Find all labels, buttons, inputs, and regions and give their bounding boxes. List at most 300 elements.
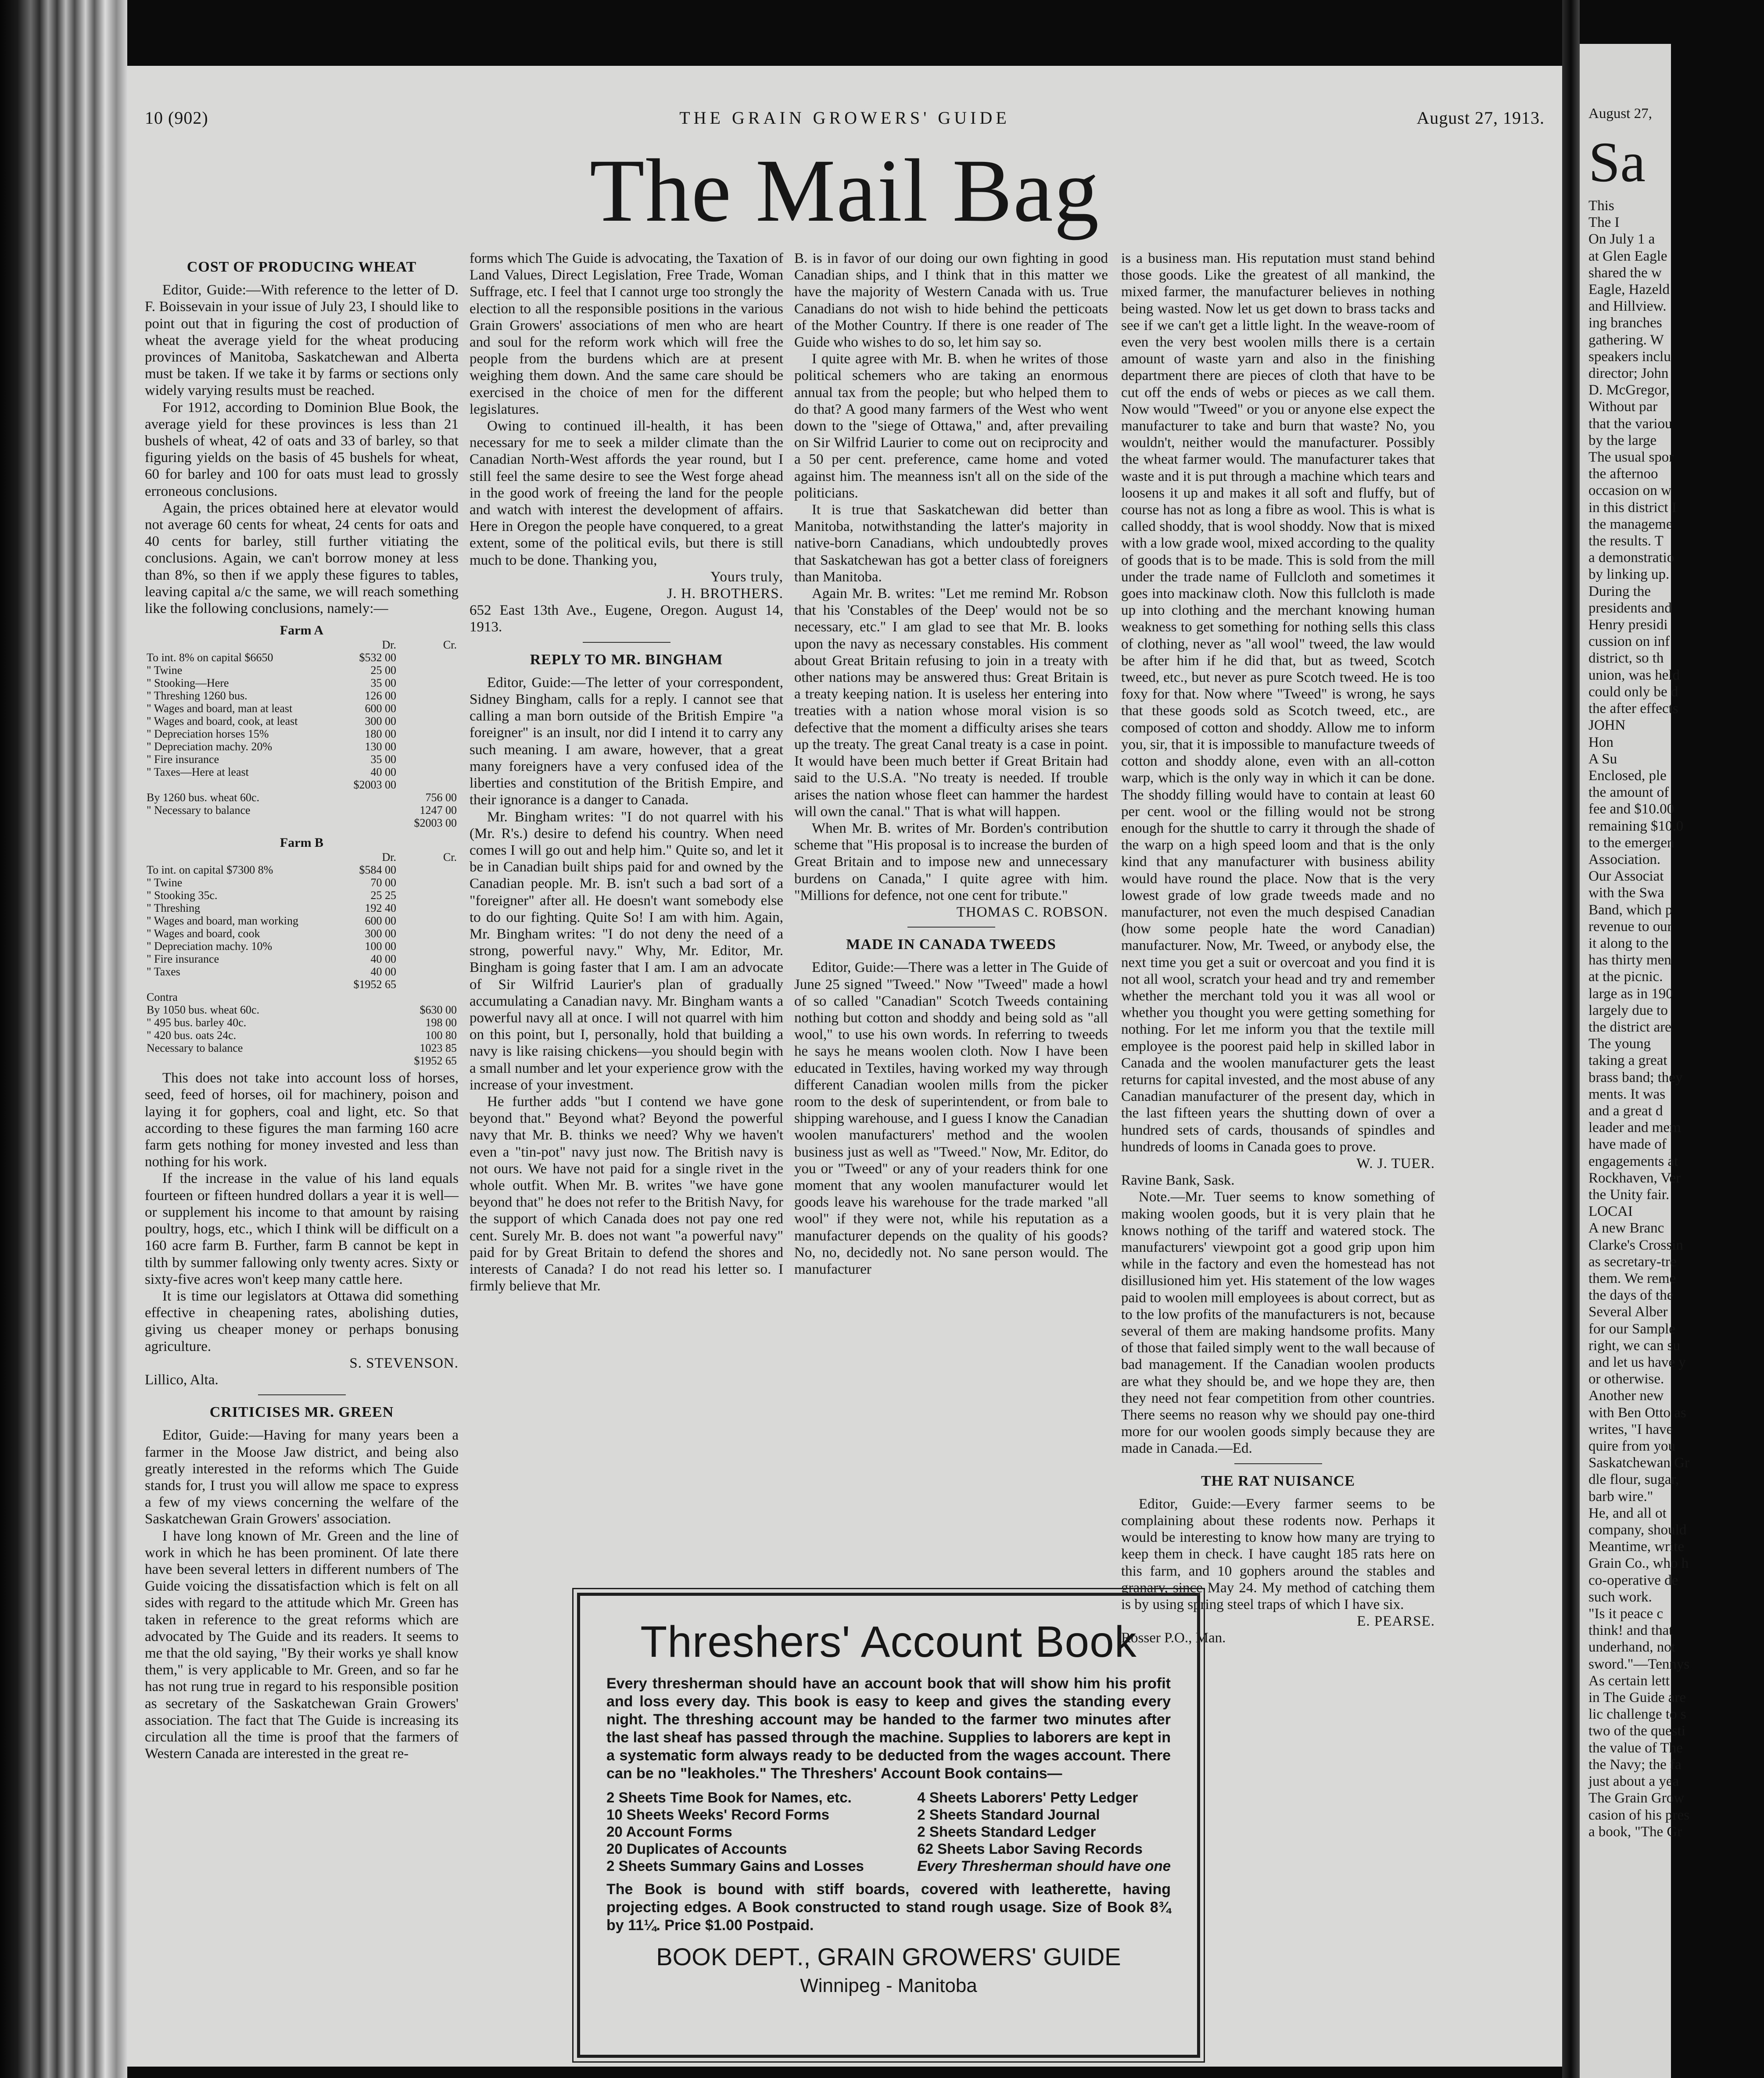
adjacent-page-line: the afternoo (1588, 466, 1658, 482)
farm_b-title-row (145, 832, 459, 851)
ledger-row (145, 927, 459, 940)
ledger-cell-dr: 130 00 (365, 740, 396, 753)
farm_b-column-headers (145, 851, 459, 863)
adjacent-page-line: Association. (1588, 851, 1661, 867)
ledger-cell-label: " Wages and board, cook (147, 927, 260, 940)
ledger-cell-label: " Twine (147, 664, 183, 677)
ledger-cell-cr (398, 664, 459, 677)
ledger-cell-dr: 100 00 (365, 940, 396, 953)
ad-body: Every thresherman should have an account book that will show him his profit and loss every day. This book is easy to keep and gives the standing every night. The threshing account may be handed to the farmer two minutes after the last sheaf has passed through the machine. Supplies to laborers are kept in a systematic form always ready to be deducted from the wages account. There can be no "leakholes." The Threshers' Account Book contains— (606, 1675, 1171, 1782)
adjacent-page-line: has thirty men (1588, 952, 1671, 968)
ledger-row (145, 715, 459, 727)
ledger-cell-dr: 40 00 (370, 965, 396, 978)
page-number: 10 (902) (145, 108, 208, 128)
adjacent-page-line: occasion on w (1588, 483, 1671, 499)
adjacent-page-line: at the picnic. (1588, 969, 1663, 985)
adjacent-page-line: During the (1588, 583, 1651, 599)
ledger-cell-cr (398, 978, 459, 991)
ledger-cell-cr (398, 927, 459, 940)
adjacent-page-line: and a great d (1588, 1103, 1663, 1119)
ledger-cell-label (145, 978, 337, 991)
ledger-row (145, 1016, 459, 1029)
adjacent-page-line: brass band; they (1588, 1069, 1683, 1086)
adjacent-page-line: and Hillview. (1588, 298, 1667, 315)
ad-title: Threshers' Account Book (640, 1617, 1137, 1666)
adjacent-page-line: the amount of (1588, 785, 1669, 801)
adjacent-page-line: ing branches (1588, 315, 1662, 331)
adjacent-page-line: director; John (1588, 365, 1669, 382)
adjacent-page-line: presidents and (1588, 600, 1672, 616)
ledger-row (145, 914, 459, 927)
ledger-cell-dr (337, 1054, 398, 1067)
adjacent-page-line: sword."—Tennys (1588, 1656, 1690, 1672)
adjacent-page-line: Hon (1588, 734, 1613, 750)
ledger-row (145, 664, 459, 677)
ledger-cell-dr: $2003 00 (353, 778, 396, 792)
paragraph: is a business man. His reputation must stand behind those goods. Like the greatest of all mankind, the mixed farmer, the manufacturer believes in nothing being wasted. Now let us get down to brass tacks and see if we can't get a little light. In the weave-room of even the very best woolen mills there is a certain amount of waste yarn and also in the finishing department there are pieces of cloth that have to be cut off the ends of webs or pieces as we call them. Now would "Tweed" or you or anyone else expect the manufacturer to take and burn that waste? No, you wouldn't, neither would the manufacturer. Possibly the wheat farmer would. The manufacturer takes that waste and it is put through a machine which tears and loosens it up and makes it all soft and fluffy, but of course has not as long a fibre as wool. This is what is called shoddy, that is wool shoddy. Now that is mixed with a low grade wool, mixed according to the quality of goods that is to be made. This is sold from the mill under the trade name of Fullcloth and sometimes it goes into mackinaw cloth. Now this fullcloth is made up into clothing and the merchant knowing human weakness to get something for nothing sells this class of clothing, never as "all wool" tweed, the law would be after him if he did that, but as tweed, Scotch tweed, etc., but never as pure Scotch tweed. He is too foxy for that. Now where "Tweed" is wrong, he says that these goods sold as Scotch tweed, etc., are composed of cotton and shoddy. Allow me to inform you, sir, that it is impossible to manufacture tweeds of cotton and shoddy alone, even with an all-cotton warp, which is the only way in which it can be done. The shoddy filling would have to contain at least 60 per cent. wool or the filling would not be strong enough for the shuttle to carry it through the shade of the warp on a high speed loom and that is the only kind that any manufacturer with business ability would have round the place. Now that is the very lowest grade of low grade tweeds made and no manufacturer, not even the much despised Canadian (how some people hate the word Canadian) manufacturer. Now, Mr. Tweed, or anybody else, the next time you get a suit or overcoat and you find it is not all wool, scratch your head and try and remember whether the merchant told you it was all wool or whether you thought you were getting something for nothing. For let me inform you that the textile mill employee is the poorest paid help in skilled labor in Canada and the woolen manufacturer gets the least returns for capital invested, and the most abuse of any Canadian manufacturer of the present day, which in the last fifteen years the shutting down of over a hundred sets of cards, thousands of spindles and hundreds of looms in Canada goes to prove. (1121, 251, 1435, 1155)
farm_a-title-row (145, 620, 459, 638)
ledger-cell-dr: 40 00 (370, 766, 396, 779)
paragraph: When Mr. B. writes of Mr. Borden's contribution scheme that "His proposal is to increase the burden of Great Britain and to impose new and unnecessary burdens on Canada," I quite agree with him. "Millions for defence, not one cent for tribute." (794, 820, 1108, 903)
ledger-cell-cr: 100 80 (425, 1029, 457, 1042)
adjacent-page-line: A new Branc (1588, 1220, 1664, 1236)
adjacent-page-line: and let us have y (1588, 1354, 1686, 1371)
ad-footer-dept: BOOK DEPT., GRAIN GROWERS' GUIDE (656, 1943, 1121, 1971)
adjacent-page-line: or otherwise. (1588, 1371, 1664, 1387)
ledger-row (145, 778, 459, 791)
place-lillico: Lillico, Alta. (145, 1372, 219, 1388)
ledger-cell-cr (398, 902, 459, 914)
adjacent-page-line: them. We reme (1588, 1271, 1676, 1286)
ledger-cell-cr: 198 00 (425, 1016, 457, 1029)
adjacent-page-line: underhand, not (1588, 1639, 1675, 1655)
adjacent-page-line: a demonstratio (1588, 550, 1674, 566)
ledger-cell-dr: 600 00 (365, 702, 396, 715)
editor-note: Note.—Mr. Tuer seems to know something of making woolen goods, but it is very plain that he knows nothing of the tariff and watered stock. The manufacturers' viewpoint got a good grip upon him while in the factory and even the homestead has not disillusioned him yet. His statement of the low wages paid to woolen mill employees is about correct, but as to the low profits of the manufacturers is not, because several of them are making handsome profits. Many of those that failed simply went to the wall because of bad management. If the Canadian woolen products are what they should be, and we hope they are, then they need not fear competition from other countries. There seems no reason why we should pay one-third more for our woolen goods simply because they are made in Canada.—Ed. (1121, 1189, 1435, 1457)
paragraph: Editor, Guide:—Every farmer seems to be complaining about these rodents now. Perhaps it would be interesting to know how many are trying to keep them in check. I have caught 185 rats here on this farm, and 10 gophers around the stables and granary, since May 24. My method of catching them is by using spring steel traps of which I have six. (1121, 1496, 1435, 1613)
ledger-cell-dr (337, 817, 398, 829)
ledger-cell-dr (337, 1016, 398, 1029)
ledger-cell-cr (398, 863, 459, 876)
article-heading-rat: THE RAT NUISANCE (1201, 1473, 1355, 1489)
ledger-row (145, 940, 459, 953)
adjacent-page-line: for our Sample (1588, 1321, 1675, 1337)
ledger-cell-dr: 35 00 (370, 753, 396, 766)
divider (583, 642, 670, 643)
adjacent-page-line: the results. T (1588, 533, 1664, 549)
adjacent-page-line: at Glen Eagle (1588, 248, 1667, 264)
adjacent-page-line: The I (1588, 215, 1620, 231)
adjacent-page-line: lic challenge to s (1588, 1706, 1686, 1723)
ledger-row (145, 766, 459, 778)
ledger-cell-label (145, 817, 337, 829)
adjacent-page-line: Grain Co., who h (1588, 1555, 1689, 1572)
ledger-header-cell: Cr. (443, 638, 457, 652)
ad-contents-list (606, 1789, 1171, 1874)
adjacent-page-line: barb wire." (1588, 1488, 1653, 1505)
paragraph: Owing to continued ill-health, it has been necessary for me to seek a milder climate than the Canadian North-West affords the year round, but I still feel the same desire to see the West forge ahead in the good work of freeing the land for the people and watch with interest the development of affairs. Here in Oregon the people have conquered, to a great extent, some of the political evils, but there is still much to be done. Thanking you, (470, 418, 783, 568)
ledger-cell-cr (398, 778, 459, 791)
adjacent-page-line: Our Associat (1588, 868, 1664, 885)
ledger-cell-dr: 25 25 (370, 889, 396, 902)
ledger-cell-label: " Fire insurance (147, 953, 219, 966)
ledger-header-cell: Dr. (382, 851, 396, 864)
ledger-cell-label (145, 1054, 337, 1067)
ledger-cell-dr (337, 791, 398, 804)
ledger-row (145, 889, 459, 902)
ledger-row (145, 727, 459, 740)
ledger-cell-dr (337, 1029, 398, 1042)
paragraph: Editor, Guide:—The letter of your correspondent, Sidney Bingham, calls for a reply. I cannot see that calling a man born outside of the British Empire "a foreigner" is an insult, nor did I intend it to carry any such meaning. I am aware, however, that a great many foreigners have a very confused idea of the liberties and constitution of the British Empire, and their ignorance is a danger to Canada. (470, 674, 783, 808)
adjacent-page-line: such work. (1588, 1589, 1652, 1605)
adjacent-page-line: remaining $10.0 (1588, 818, 1684, 834)
ledger-cell-label: Necessary to balance (147, 1042, 243, 1055)
column-3 (794, 250, 1108, 1278)
ledger-row (145, 876, 459, 889)
ad-list-item: 20 Duplicates of Accounts (606, 1841, 787, 1857)
ad-list-right (917, 1789, 1171, 1874)
book-binding-edge (0, 0, 127, 2078)
ad-footer (606, 1942, 1171, 2000)
ledger-row (145, 953, 459, 965)
ledger-header-cell: Cr. (443, 851, 457, 864)
adjacent-page-line: writes, "I have (1588, 1421, 1673, 1437)
ledger-cell-cr (398, 753, 459, 766)
adjacent-page-line: large as in 190 (1588, 985, 1673, 1002)
adjacent-page-line: Clarke's Crossin (1588, 1237, 1683, 1253)
address-brothers: 652 East 13th Ave., Eugene, Oregon. August 14, 1913. (470, 602, 783, 635)
ledger-cell-cr (398, 876, 459, 889)
paragraph: Editor, Guide:—There was a letter in The Guide of June 25 signed "Tweed." Now "Tweed" made a howl of so called "Canadian" Scotch Tweeds containing nothing but cotton and shoddy and being sold as "all wool," to use his own words. In referring to tweeds he says he means woolen cloth. Now I have been educated in Textiles, having worked my way through different Canadian woolen mills from the picker room to the desk of superintendent, or from bale to shipping warehouse, and I guess I know the Canadian woolen manufacturers' method and the woolen business just as well as "Tweed." Now, Mr. Editor, do you or "Tweed" or any of your readers think for one moment that any woolen manufacturer would let goods leave his warehouse for the trade marked "all wool" if they were not, while his reputation as a manufacturer depends on the quality of his goods? No, no, decidedly not. No sane person would. The manufacturer (794, 960, 1108, 1277)
paragraph: If the increase in the value of his land equals fourteen or fifteen hundred dollars a year it is well—or supplement his income to that amount by raising poultry, hogs, etc., which I think will be difficult on a 160 acre farm B. Further, farm B cannot be kept in tilth by summer fallowing only twenty acres. Sixty or sixty-five acres won't keep many cattle here. (145, 1171, 459, 1287)
signature-robson: THOMAS C. ROBSON. (956, 904, 1108, 920)
adjacent-page-line: just about a yea (1588, 1773, 1679, 1790)
ledger-row (145, 863, 459, 876)
adjacent-page-line: that the variou (1588, 416, 1672, 432)
signature-stevenson: S. STEVENSON. (349, 1355, 459, 1371)
paragraph: It is true that Saskatchewan did better than Manitoba, notwithstanding the latter's majority in native-born Canadians, which undoubtedly proves that Saskatchewan has got a better class of foreigners than Manitoba. (794, 502, 1108, 585)
paragraph: It is time our legislators at Ottawa did something effective in cheapening rates, abolishing duties, giving us cheaper money or perhaps bonusing agriculture. (145, 1288, 459, 1354)
ledger-row (145, 1054, 459, 1067)
journal-title: THE GRAIN GROWERS' GUIDE (679, 108, 1010, 128)
ledger-row (145, 902, 459, 914)
adjacent-page-date: August 27, (1588, 106, 1652, 122)
adjacent-page-line: co-operative de (1588, 1572, 1678, 1588)
ledger-cell-cr (398, 689, 459, 702)
adjacent-page-line: company, should (1588, 1522, 1687, 1538)
ledger-row (145, 991, 459, 1003)
adjacent-page-line: leader and mem (1588, 1120, 1681, 1136)
ledger-row (145, 740, 459, 753)
adjacent-page-line: by linking up. (1588, 566, 1670, 583)
ledger-cell-label: " Taxes—Here at least (147, 766, 249, 779)
paragraph: Mr. Bingham writes: "I do not quarrel with his (Mr. R's.) desire to defend his country. When need comes I will go out and help him." Quite so, and let it be in Canadian built ships paid for and owned by the Canadian people. Mr. B. isn't such a bad sort of a "foreigner" after all. He doesn't want somebody else to do our fighting. Quite So! I am with him. Again, Mr. Bingham writes: "I do not deny the need of a strong, powerful navy." Why, Mr. Editor, Mr. Bingham is going faster that I am. I am an advocate of Sir Wilfrid Laurier's plan of gradually accumulating a Canadian navy. Mr. Bingham wants a powerful navy all at once. I will not quarrel with him on this point, but I, personally, hold that building a navy is like raising chickens—you should begin with a small number and let your experience grow with the increase of your investment. (470, 809, 783, 1093)
divider (258, 1394, 346, 1395)
ledger-row (145, 1003, 459, 1016)
ledger-cell-cr (398, 889, 459, 902)
adjacent-page-line: As certain lett (1588, 1673, 1670, 1689)
adjacent-page-line: quire from you (1588, 1438, 1675, 1455)
ledger-cell-dr: 35 00 (370, 677, 396, 690)
adjacent-page-line: dle flour, sugar, (1588, 1472, 1679, 1488)
article-heading-green: CRITICISES MR. GREEN (209, 1404, 394, 1421)
column-2 (470, 250, 783, 1294)
ledger-row (145, 753, 459, 766)
ledger-row (145, 702, 459, 715)
adjacent-page-line: Eagle, Hazeld (1588, 282, 1670, 298)
ad-footer-city: Winnipeg - Manitoba (800, 1975, 977, 1996)
adjacent-page-line: the after effects (1588, 701, 1678, 717)
ledger-header-cell (145, 851, 337, 863)
adjacent-page-line: have made of (1588, 1136, 1667, 1153)
ledger-row (145, 804, 459, 817)
ledger-cell-cr (398, 702, 459, 715)
adjacent-page-line: a book, "The Gr (1588, 1824, 1682, 1840)
adjacent-page-text (1588, 127, 1764, 1840)
ledger-cell-label: " Fire insurance (147, 753, 219, 766)
ledger-row (145, 677, 459, 689)
adjacent-page-line: it along to the (1588, 935, 1669, 951)
adjacent-page-line: with Ben Otto as (1588, 1404, 1686, 1421)
farm_b-title: Farm B (280, 835, 324, 850)
ledger-cell-cr: 756 00 (425, 791, 457, 804)
article-heading-cost: COST OF PRODUCING WHEAT (186, 259, 417, 275)
divider (1234, 1463, 1322, 1464)
ad-list-item: 2 Sheets Standard Journal (917, 1806, 1100, 1823)
ledger-cell-label: By 1050 bus. wheat 60c. (147, 1003, 260, 1017)
adjacent-page-line: think! and that (1588, 1623, 1673, 1639)
ledger-cell-label: " Depreciation machy. 10% (147, 940, 272, 953)
adjacent-page-line: Henry presidi (1588, 617, 1668, 633)
ad-list-item: 2 Sheets Summary Gains and Losses (606, 1858, 864, 1874)
adjacent-page-line: The young (1588, 1036, 1651, 1052)
adjacent-page-line: Rockhaven, Ver (1588, 1170, 1681, 1186)
ledger-cell-cr: 1023 85 (419, 1042, 457, 1055)
adjacent-page-line: the Unity fair. (1588, 1186, 1670, 1203)
ledger-cell-label: To int. 8% on capital $6650 (147, 651, 273, 664)
adjacent-page-line: This (1588, 198, 1614, 214)
farm_a-column-headers (145, 638, 459, 651)
page-gutter (1562, 0, 1580, 2078)
ledger-cell-cr: $630 00 (419, 1003, 457, 1017)
adjacent-page-line: the manageme (1588, 516, 1673, 532)
adjacent-page-line: two of the questi (1588, 1723, 1685, 1739)
adjacent-page-line: the value of The (1588, 1740, 1683, 1756)
place-rosser: Rosser P.O., Man. (1121, 1630, 1226, 1646)
ledger-header-cell (145, 638, 337, 651)
ad-list-item: 62 Sheets Labor Saving Records (917, 1841, 1143, 1857)
adjacent-page-line: The usual spor (1588, 449, 1674, 466)
ledger-cell-cr (398, 953, 459, 965)
ledger-cell-label: " Twine (147, 876, 183, 889)
ledger-cell-label: " Wages and board, cook, at least (147, 715, 298, 728)
paragraph: He further adds "but I contend we have gone beyond that." Beyond what? Beyond the powerful navy that Mr. B. thinks we need? Why we haven't even a "tin-pot" navy just now. The British navy is not ours. We have not paid for a single rivet in the whole outfit. When Mr. B. writes "we have gone beyond that" he does not refer to the British Navy, for the support of which Canada does not pay one red cent. Surely Mr. B. does not want "a powerful navy" paid for by Great Britain to defend the shores and interests of Canada? I do not read his letter so. I firmly believe that Mr. (470, 1093, 783, 1294)
adjacent-page-line: the district are (1588, 1019, 1671, 1035)
adjacent-page-line: with the Swa (1588, 885, 1664, 901)
ledger-cell-label: " Wages and board, man at least (147, 702, 293, 715)
ledger-cell-dr: $1952 65 (353, 978, 396, 991)
adjacent-page-line: speakers inclu (1588, 348, 1671, 365)
ledger-row (145, 1029, 459, 1042)
ad-list-item: 2 Sheets Time Book for Names, etc. (606, 1789, 852, 1806)
signature-pearse: E. PEARSE. (1357, 1613, 1435, 1630)
ledger-cell-label: " Taxes (147, 965, 180, 978)
adjacent-page-line: union, was held (1588, 667, 1680, 683)
paragraph: B. is in favor of our doing our own fighting in good Canadian ships, and I think that in this matter we have the majority of Western Canada with us. True Canadians do not wish to hide behind the petticoats of the Mother Country. If there is one reader of The Guide who wishes to do so, let him say so. (794, 251, 1108, 351)
ledger-cell-label: " Wages and board, man working (147, 914, 298, 928)
ledger-cell-dr: 40 00 (370, 953, 396, 966)
adjacent-page-line: taking a great (1588, 1053, 1667, 1069)
adjacent-page-line: in this district I (1588, 499, 1677, 516)
ledger-cell-dr (337, 804, 398, 817)
adjacent-page-line: He, and all ot (1588, 1505, 1667, 1521)
column-4 (1121, 250, 1435, 1647)
adjacent-page-line: Band, which p (1588, 902, 1673, 918)
ad-list-item: 2 Sheets Standard Ledger (917, 1824, 1096, 1840)
ledger-cell-dr: 300 00 (365, 927, 396, 940)
ledger-cell-cr (398, 766, 459, 778)
ledger-header-cell: Dr. (382, 638, 396, 652)
adjacent-page-line: Another new (1588, 1388, 1664, 1404)
ledger-cell-cr (398, 740, 459, 753)
adjacent-page-line: to the emergen (1588, 835, 1674, 851)
adjacent-page-line: right, we can su (1588, 1337, 1680, 1354)
ledger-cell-cr: 1247 00 (419, 804, 457, 817)
ad-list-left (606, 1789, 864, 1874)
ledger-cell-cr (398, 651, 459, 664)
ledger-cell-dr (337, 991, 398, 1003)
ledger-row (145, 1042, 459, 1054)
farm-a-ledger (145, 620, 459, 829)
adjacent-page-line: cussion on inf (1588, 634, 1670, 650)
ledger-cell-dr (337, 1003, 398, 1016)
ledger-cell-label: " 420 bus. oats 24c. (147, 1029, 237, 1042)
adjacent-page (1580, 44, 1690, 2078)
adjacent-page-line: D. McGregor, (1588, 382, 1670, 398)
adjacent-page-line: in The Guide are (1588, 1690, 1686, 1706)
ledger-row (145, 817, 459, 829)
adjacent-page-line: Sa (1588, 131, 1646, 194)
ledger-cell-dr: 126 00 (365, 689, 396, 702)
ledger-cell-cr (398, 965, 459, 978)
ledger-cell-label: To int. on capital $7300 8% (147, 863, 273, 877)
paragraph: Editor, Guide:—With reference to the letter of D. F. Boissevain in your issue of July 23, I should like to point out that in figuring the cost of production of wheat the average yield for the wheat producing provinces of Manitoba, Saskatchewan and Alberta must be taken. If we take it by farms or sections only widely varying results must be reached. (145, 282, 459, 399)
adjacent-page-line: by the large (1588, 432, 1657, 448)
paragraph: Again Mr. B. writes: "Let me remind Mr. Robson that his 'Constables of the Deep' would not be so necessary, etc." I am glad to see that Mr. B. looks upon the navy as necessary constables. His comment about Great Britain refusing to join in a treaty with other nations may be answered thus: Great Britain is a treaty keeping nation. It is useless her entering into treaties with a nation whose moral vision is so defective that the moment a difficulty arises she tears up the treaty. The great Canal treaty is a case in point. It would have been much better if Great Britain had said to the U.S.A. "No treaty is needed. If trouble arises the nation whose fleet can hammer the hardest will own the canal." That is what will happen. (794, 586, 1108, 820)
ledger-cell-dr: $532 00 (359, 651, 396, 664)
ledger-row (145, 791, 459, 804)
ledger-cell-label: " Necessary to balance (147, 804, 251, 817)
adjacent-page-line: "Is it peace c (1588, 1606, 1664, 1622)
ledger-cell-cr (398, 677, 459, 689)
adjacent-page-line: the Navy; the fa (1588, 1756, 1682, 1773)
ledger-row (145, 651, 459, 664)
ad-list-item: 10 Sheets Weeks' Record Forms (606, 1806, 829, 1823)
divider (907, 927, 995, 928)
adjacent-page-line: casion of his pres (1588, 1807, 1690, 1823)
adjacent-page-line: as secretary-tre (1588, 1254, 1677, 1270)
adjacent-page-line: Several Alber (1588, 1304, 1668, 1320)
adjacent-page-line: largely due to (1588, 1002, 1668, 1018)
ledger-cell-dr: 70 00 (370, 876, 396, 889)
ledger-cell-dr: 192 40 (365, 902, 396, 915)
masthead-title: The Mail Bag (589, 141, 1100, 240)
ledger-cell-cr: $2003 00 (414, 817, 457, 830)
adjacent-page-line: could only be d (1588, 684, 1678, 700)
ledger-cell-cr (398, 715, 459, 727)
adjacent-page-line: district, so th (1588, 650, 1664, 666)
ad-list-item: Every Thresherman should have one (917, 1858, 1171, 1874)
ledger-cell-label: " 495 bus. barley 40c. (147, 1016, 247, 1029)
ledger-cell-cr (398, 940, 459, 953)
ledger-cell-label: " Threshing 1260 bus. (147, 689, 247, 702)
adjacent-page-line: JOHN (1588, 717, 1626, 734)
ledger-cell-label (145, 778, 337, 791)
paragraph: This does not take into account loss of horses, seed, feed of horses, oil for machinery, poison and laying it for gophers, coal and light, etc. So that according to these figures the man farming 160 acre farm gets nothing for money invested and less than nothing for his work. (145, 1070, 459, 1170)
adjacent-page-line: revenue to our (1588, 918, 1672, 935)
ledger-row (145, 965, 459, 978)
adjacent-page-line: LOCAI (1588, 1204, 1633, 1220)
article-heading-tweeds: MADE IN CANADA TWEEDS (846, 936, 1056, 953)
running-head (145, 107, 1545, 134)
ledger-row (145, 978, 459, 991)
article-heading-bingham: REPLY TO MR. BINGHAM (530, 651, 723, 668)
ad-list-item: 20 Account Forms (606, 1824, 732, 1840)
farm-b-ledger (145, 832, 459, 1067)
paragraph: I quite agree with Mr. B. when he writes of those political schemers who are taking an enormous annual tax from the people; but who helped them to do that? A good many farmers of the West who went down to the "siege of Ottawa," and, after prevailing on Sir Wilfrid Laurier to come out on reciprocity and a 50 per cent. preference, came home and voted against him. The meanness isn't all on the side of the politicians. (794, 351, 1108, 501)
ledger-cell-dr: 25 00 (370, 664, 396, 677)
paragraph: I have long known of Mr. Green and the line of work in which he has been prominent. Of late there have been several letters in different numbers of The Guide voicing the dissatisfaction which is felt on all sides with regard to the attitude which Mr. Green has taken in reference to the great reforms which are advocated by The Guide and its readers. It seems to me that the old saying, "By their works ye shall know them," is very applicable to Mr. Green, and so far he has not rung true in regard to his responsible position as secretary of the Saskatchewan Grain Growers' association. The fact that The Guide is increasing its circulation all the time is proof that the farmers of Western Canada are interested in the great re- (145, 1528, 459, 1762)
adjacent-page-line: The Grain Grow (1588, 1790, 1685, 1806)
ledger-cell-label: " Threshing (147, 902, 201, 915)
ledger-row (145, 689, 459, 702)
adjacent-page-line: Saskatchewan Gr (1588, 1455, 1690, 1471)
ledger-cell-label: " Stooking 35c. (147, 889, 218, 902)
ledger-cell-label: Contra (147, 991, 178, 1004)
adjacent-page-line: Enclosed, ple (1588, 767, 1667, 784)
ledger-cell-cr (398, 991, 459, 1003)
ledger-cell-label: " Stooking—Here (147, 677, 229, 690)
paragraph: For 1912, according to Dominion Blue Book, the average yield for these provinces is less than 21 bushels of wheat, 42 of oats and 33 of barley, so that figuring yields on the basis of 45 bushels for wheat, 60 for barley and 100 for oats must lead to grossly erroneous conclusions. (145, 399, 459, 499)
paragraph: forms which The Guide is advocating, the Taxation of Land Values, Direct Legislation, Free Trade, Woman Suffrage, etc. I feel that I cannot urge too strongly the election to all the responsible positions in the various Grain Growers' associations of men who are heart and soul for the reform work which will free the people from the burdens which are at present weighing them down. And the same care should be exercised in the choice of men for the different legislatures. (470, 251, 783, 417)
farm_a-title: Farm A (280, 623, 324, 638)
threshers-account-book-ad (577, 1593, 1200, 2058)
adjacent-page-line: shared the w (1588, 265, 1662, 281)
column-1 (145, 250, 459, 1762)
place-ravine-bank: Ravine Bank, Sask. (1121, 1172, 1235, 1189)
ledger-cell-label: " Depreciation horses 15% (147, 727, 269, 741)
issue-date: August 27, 1913. (1416, 108, 1545, 128)
adjacent-page-line: gathering. W (1588, 332, 1664, 348)
adjacent-page-line: fee and $10.00 (1588, 801, 1674, 817)
ledger-cell-cr: $1952 65 (414, 1054, 457, 1068)
adjacent-page-line: On July 1 a (1588, 231, 1655, 247)
ledger-cell-dr (337, 1042, 398, 1054)
ledger-cell-dr: 180 00 (365, 727, 396, 741)
closing: Yours truly, (710, 569, 783, 585)
adjacent-page-line: engagements at (1588, 1153, 1678, 1169)
ledger-cell-label: " Depreciation machy. 20% (147, 740, 272, 753)
signature-tuer: W. J. TUER. (1356, 1155, 1435, 1172)
paragraph: Again, the prices obtained here at elevator would not average 60 cents for wheat, 24 cents for oats and 40 cents for barley, still further vitiating the conclusions. Again, we can't borrow money at less than 8%, so then if we apply these figures to tables, leaving capital a/c the same, we will reach something like the following conclusions, namely:— (145, 500, 459, 617)
ledger-cell-dr: 300 00 (365, 715, 396, 728)
paragraph: Editor, Guide:—Having for many years been a farmer in the Moose Jaw district, and being also greatly interested in the reforms which The Guide stands for, I trust you will allow me space to express a few of my views concerning the welfare of the Saskatchewan Grain Growers' association. (145, 1427, 459, 1527)
ledger-cell-dr: $584 00 (359, 863, 396, 877)
ledger-cell-dr: 600 00 (365, 914, 396, 928)
adjacent-page-line: ments. It was (1588, 1086, 1666, 1102)
ad-binding-text: The Book is bound with stiff boards, covered with leatherette, having projecting edges. A Book constructed to stand rough usage. Size of Book 8¾ by 11¼. Price $1.00 Postpaid. (606, 1881, 1171, 1934)
newspaper-page (127, 66, 1562, 2067)
